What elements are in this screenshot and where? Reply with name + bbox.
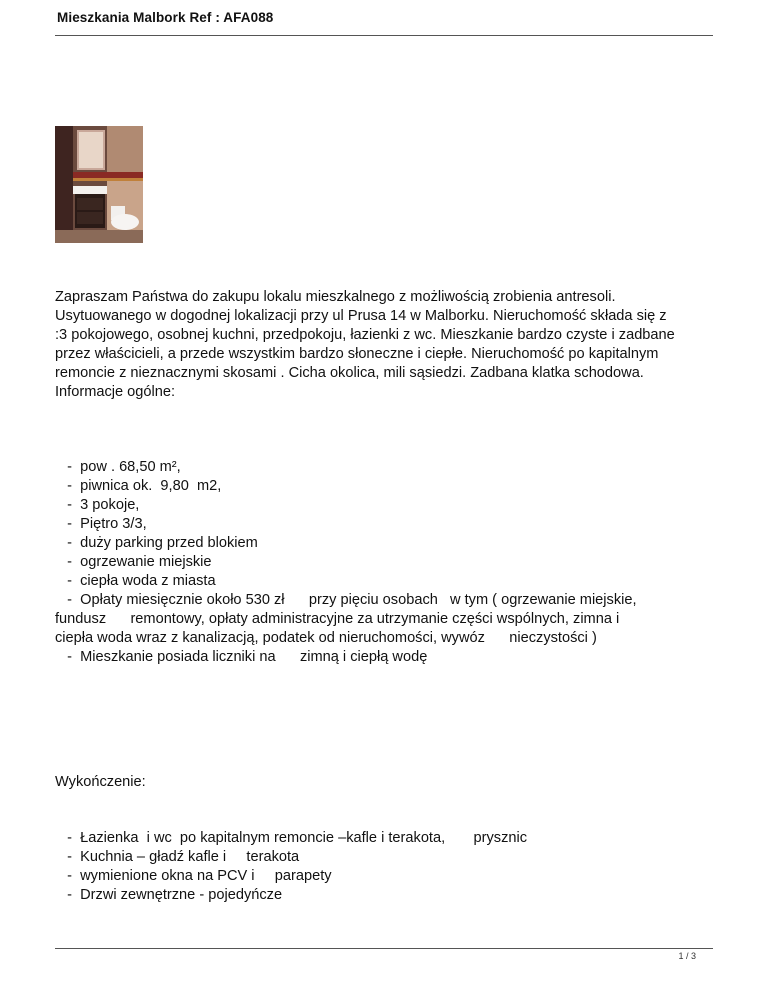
list-item: - ciepła woda z miasta [55,573,216,589]
list-item: - Kuchnia – gładź kafle i terakota [55,849,300,865]
footer-divider [55,948,713,949]
list-item: - ogrzewanie miejskie [55,554,212,570]
intro-line: przez właścicieli, a przede wszystkim bardzo słoneczne i ciepłe. Nieruchomość po kapitalnym [55,346,659,362]
list-item: - piwnica ok. 9,80 m2, [55,478,222,494]
info-list [55,458,725,667]
list-item: - wymienione okna na PCV i parapety [55,868,332,884]
intro-line: Zapraszam Państwa do zakupu lokalu mieszkalnego z możliwością zrobienia antresoli. [55,289,616,305]
intro-line: Usytuowanego w dogodnej lokalizacji przy ul Prusa 14 w Malborku. Nieruchomość składa się z [55,308,667,324]
intro-line: Informacje ogólne: [55,384,176,400]
list-item: ciepła woda wraz z kanalizacją, podatek od nieruchomości, wywóz nieczystości ) [55,630,597,646]
page-number: 1 / 3 [678,951,696,961]
list-item: - Mieszkanie posiada liczniki na zimną i ciepłą wodę [55,649,428,665]
list-item: - Opłaty miesięcznie około 530 zł przy pięciu osobach w tym ( ogrzewanie miejskie, [55,592,637,608]
list-item: - Drzwi zewnętrzne - pojedyńcze [55,887,283,903]
list-item: - Piętro 3/3, [55,516,147,532]
list-item: - 3 pokoje, [55,497,140,513]
finish-list [55,829,725,905]
header-divider [55,35,713,36]
intro-line: remoncie z nieznacznymi skosami . Cicha okolica, mili sąsiedzi. Zadbana klatka schodowa. [55,365,644,381]
list-item: - Łazienka i wc po kapitalnym remoncie –kafle i terakota, prysznic [55,830,528,846]
bathroom-photo [55,126,143,243]
list-item: - pow . 68,50 m², [55,459,181,475]
section-title-finish: Wykończenie: [55,774,146,790]
intro-line: :3 pokojowego, osobnej kuchni, przedpokoju, łazienki z wc. Mieszkanie bardzo czyste i zadbane [55,327,675,343]
intro-paragraph [55,288,715,402]
document-title: Mieszkania Malbork Ref : AFA088 [57,10,274,25]
list-item: - duży parking przed blokiem [55,535,258,551]
list-item: fundusz remontowy, opłaty administracyjne za utrzymanie części wspólnych, zimna i [55,611,620,627]
